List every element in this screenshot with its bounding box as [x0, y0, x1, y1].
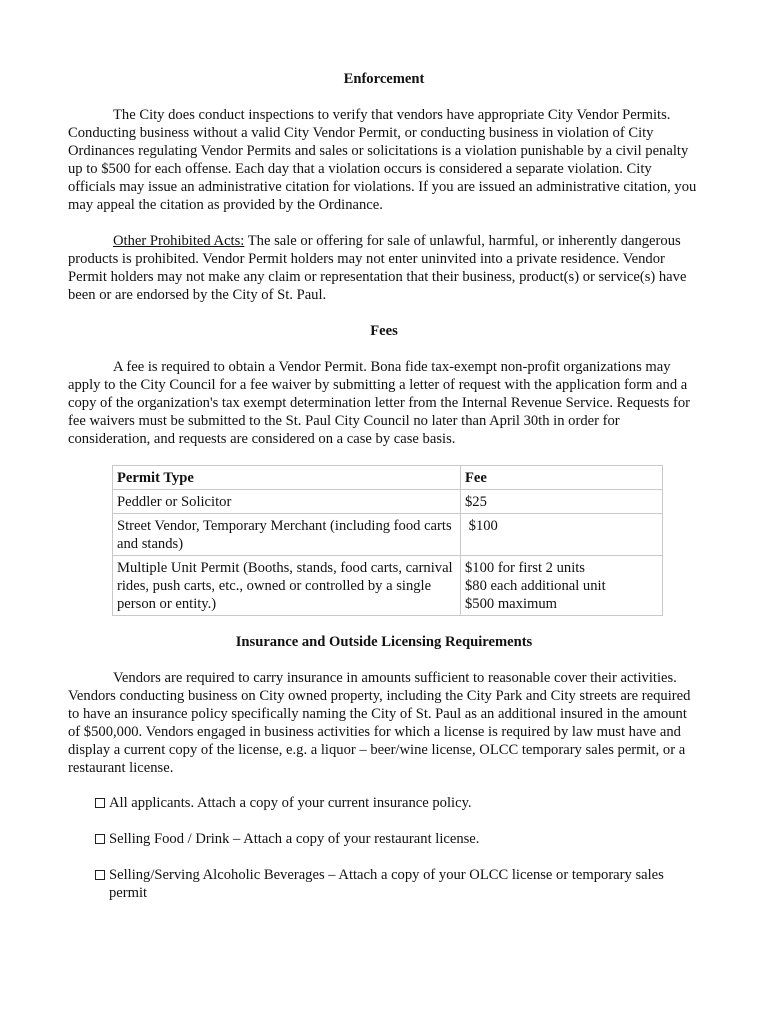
- table-row: [113, 556, 663, 616]
- other-prohibited-acts-text: The sale or offering for sale of unlawful, harmful, or inherently dangerous products is prohibited. Vendor Permit holders may not enter uninvited into a private residence. Vendor Permit holders may not make any claim or representation that their business, product(s) or service(s) have been or are endorsed by the City of St. Paul.: [68, 233, 687, 303]
- enforcement-paragraph: The City does conduct inspections to verify that vendors have appropriate City Vendor Permits. Conducting business without a valid City Vendor Permit, or conducting business in violation of City Ordinances regulating Vendor Permits and sales or solicitations is a violation punishable by a civil penalty up to $500 for each offense. Each day that a violation occurs is considered a separate violation. City officials may issue an administrative citation for violations. If you are issued an administrative citation, you may appeal the citation as provided by the Ordinance.: [68, 107, 697, 213]
- checklist-label: All applicants. Attach a copy of your current insurance policy.: [109, 795, 472, 811]
- other-prohibited-acts-paragraph: [68, 232, 700, 304]
- permit-type-cell: Multiple Unit Permit (Booths, stands, food carts, carnival rides, push carts, etc., owned or controlled by a single person or entity.): [113, 556, 461, 616]
- insurance-paragraph: Vendors are required to carry insurance in amounts sufficient to reasonable cover their activities. Vendors conducting business on City owned property, including the City Park and City streets are required to have an insurance policy specifically naming the City of St. Paul as an additional insured in the amount of $500,000. Vendors engaged in business activities for which a license is required by law must have and display a current copy of the license, e.g. a liquor – beer/wine license, OLCC temporary sales permit, or a restaurant license.: [68, 670, 691, 776]
- fees-heading: Fees: [370, 323, 398, 339]
- fee-line: $500 maximum: [465, 596, 558, 612]
- fee-cell: [461, 556, 663, 616]
- fee-table-header-row: [113, 466, 663, 490]
- fees-paragraph: A fee is required to obtain a Vendor Permit. Bona fide tax-exempt non-profit organizations may apply to the City Council for a fee waiver by submitting a letter of request with the application form and a copy of the organization's tax exempt determination letter from the Internal Revenue Service. Requests for fee waivers must be submitted to the St. Paul City Council no later than April 30th in order for consideration, and requests are considered on a case by case basis.: [68, 359, 690, 447]
- table-row: [113, 514, 663, 556]
- table-row: [113, 490, 663, 514]
- checklist-item-food-drink: [68, 830, 700, 848]
- fee-table-header-permit-type: Permit Type: [113, 466, 461, 490]
- checkbox-icon[interactable]: [95, 798, 105, 808]
- checkbox-icon[interactable]: [95, 870, 105, 880]
- permit-type-cell: Peddler or Solicitor: [113, 490, 461, 514]
- checklist-label: Selling/Serving Alcoholic Beverages – Attach a copy of your OLCC license or temporary sales permit: [109, 867, 664, 901]
- fee-cell: $25: [461, 490, 663, 514]
- fee-line: $80 each additional unit: [465, 578, 606, 594]
- fee-table-header-fee: Fee: [461, 466, 663, 490]
- insurance-heading: Insurance and Outside Licensing Requirements: [235, 634, 533, 650]
- fee-cell: $100: [461, 514, 663, 556]
- permit-type-cell: Street Vendor, Temporary Merchant (including food carts and stands): [113, 514, 461, 556]
- other-prohibited-acts-label: Other Prohibited Acts:: [113, 233, 245, 249]
- enforcement-heading: Enforcement: [343, 71, 425, 87]
- fee-table: [112, 465, 663, 616]
- fee-line: $100 for first 2 units: [465, 560, 585, 576]
- checklist-item-insurance: [68, 794, 700, 812]
- checklist-label: Selling Food / Drink – Attach a copy of your restaurant license.: [109, 831, 480, 847]
- checkbox-icon[interactable]: [95, 834, 105, 844]
- document-page: [68, 70, 700, 920]
- checklist-item-alcohol: [68, 866, 700, 902]
